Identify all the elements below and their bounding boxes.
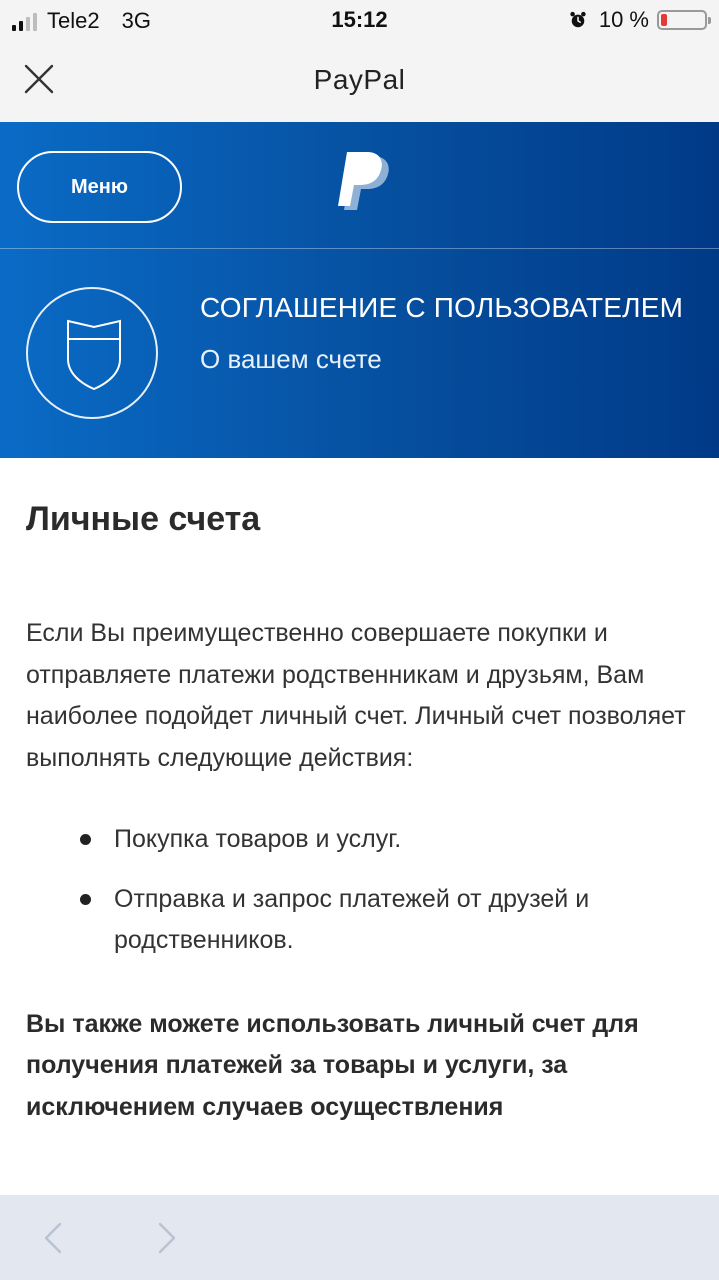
list-item-text: Покупка товаров и услуг.: [114, 825, 402, 853]
paypal-logo-icon[interactable]: [337, 152, 393, 214]
feature-list: [26, 819, 686, 962]
hero-header: [0, 122, 719, 249]
bullet-icon: [80, 894, 91, 905]
battery-percent: 10 %: [598, 7, 649, 32]
intro-paragraph: Если Вы преимущественно совершаете покупки и отправляете платежи родственникам и друзьям, Вам наиболее подойдет личный счет. Личный счет позволяет выполнять следующие действия:: [26, 619, 686, 772]
bullet-icon: [80, 834, 91, 845]
status-time: 15:12: [331, 7, 388, 32]
network-type: 3G: [121, 8, 151, 33]
page-title: PayPal: [313, 64, 406, 95]
alarm-icon: [569, 11, 587, 29]
shield-badge: [26, 287, 158, 419]
bold-paragraph: Вы также можете использовать личный счет для получения платежей за товары и услуги, за исключением случаев осуществления: [26, 1009, 639, 1121]
status-right: [569, 7, 707, 33]
carrier-name: Tele2: [47, 8, 100, 33]
hero-banner: [0, 122, 719, 458]
status-bar: [0, 0, 719, 40]
chevron-left-icon[interactable]: [38, 1220, 70, 1256]
shield-icon: [64, 317, 124, 393]
battery-icon: [657, 10, 707, 30]
agreement-subtitle: О вашем счете: [200, 344, 382, 374]
menu-button[interactable]: Меню: [17, 151, 182, 223]
browser-toolbar: [0, 1195, 719, 1280]
agreement-title: СОГЛАШЕНИЕ С ПОЛЬЗОВАТЕЛЕМ: [200, 292, 684, 323]
list-item: [26, 879, 686, 962]
chevron-right-icon[interactable]: [150, 1220, 182, 1256]
section-heading: Личные счета: [26, 500, 261, 538]
list-item: [26, 819, 686, 861]
main-content: [26, 458, 686, 1128]
navigation-bar: [0, 40, 719, 122]
list-item-text: Отправка и запрос платежей от друзей и родственников.: [114, 884, 590, 954]
